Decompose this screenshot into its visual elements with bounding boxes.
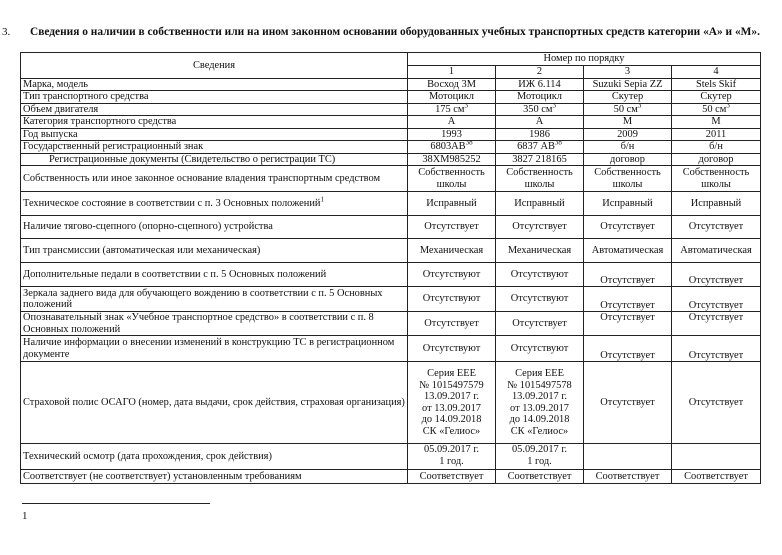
- table-row: [21, 216, 761, 239]
- table-cell: Собственность школы: [672, 166, 761, 192]
- table-cell: Отсутствует: [672, 263, 761, 287]
- table-cell: М: [584, 116, 672, 129]
- table-cell: Отсутствует: [496, 312, 584, 336]
- table-row: [21, 153, 761, 166]
- table-cell: Скутер: [672, 91, 761, 104]
- superscript: 3: [552, 103, 556, 110]
- table-cell: А: [408, 116, 496, 129]
- cell-line: 05.09.2017 г.: [423, 444, 480, 455]
- table-cell: Автоматическая: [584, 239, 672, 263]
- table-cell: Соответствует: [584, 470, 672, 484]
- table-row: [21, 362, 761, 444]
- row-label: Марка, модель: [21, 78, 408, 91]
- table-cell: ИЖ 6.114: [496, 78, 584, 91]
- table-cell: Автоматическая: [672, 239, 761, 263]
- table-cell: 1993: [408, 128, 496, 141]
- table-cell: Механическая: [496, 239, 584, 263]
- table-cell: Собственность школы: [496, 166, 584, 192]
- row-label: Государственный регистрационный знак: [21, 141, 408, 154]
- table-row: [21, 312, 761, 336]
- row-label: Опознавательный знак «Учебное транспортное средство» в соответствии с п. 8 Основных положений: [21, 312, 408, 336]
- table-cell: Мотоцикл: [496, 91, 584, 104]
- superscript: 3: [464, 103, 468, 110]
- header-group: Номер по порядку: [408, 53, 761, 66]
- column-number: 2: [496, 65, 584, 78]
- table-cell: 3827 218165: [496, 153, 584, 166]
- table-cell: 6837 АВ$^{38}$: [496, 141, 584, 154]
- table-cell: Мотоцикл: [408, 91, 496, 104]
- table-cell: [408, 362, 496, 444]
- row-label: Тип трансмиссии (автоматическая или механическая): [21, 239, 408, 263]
- column-number: 4: [672, 65, 761, 78]
- cell-line: 1 год.: [439, 455, 464, 467]
- row-label: Наличие тягово-сцепного (опорно-сцепного) устройства: [21, 216, 408, 239]
- cell-line: до 14.09.2018: [421, 414, 482, 425]
- table-cell: договор: [672, 153, 761, 166]
- table-row: [21, 444, 761, 470]
- table-cell: Отсутствует: [672, 362, 761, 444]
- cell-line: № 1015497579: [419, 379, 484, 391]
- cell-line: от 13.09.2017: [510, 402, 569, 414]
- table-cell: Исправный: [672, 192, 761, 216]
- cell-line: СК «Гелиос»: [422, 425, 481, 437]
- footnote-divider: [22, 503, 210, 504]
- table-cell: 2009: [584, 128, 672, 141]
- table-cell: Stels Skif: [672, 78, 761, 91]
- table-cell: 50 $см^3$: [584, 103, 672, 116]
- table-cell: 2011: [672, 128, 761, 141]
- table-cell: Отсутствует: [672, 336, 761, 362]
- table-cell: Соответствует: [496, 470, 584, 484]
- table-cell: Отсутствуют: [408, 336, 496, 362]
- table-row: [21, 116, 761, 129]
- row-label: Тип транспортного средства: [21, 91, 408, 104]
- table-cell: договор: [584, 153, 672, 166]
- table-row: [21, 128, 761, 141]
- table-cell: 50 $см^3$: [672, 103, 761, 116]
- row-label: Технический осмотр (дата прохождения, срок действия): [21, 444, 408, 470]
- table-cell: Отсутствуют: [496, 287, 584, 312]
- table-cell: Механическая: [408, 239, 496, 263]
- table-cell: Отсутствуют: [496, 263, 584, 287]
- table-row: [21, 103, 761, 116]
- column-number: 1: [408, 65, 496, 78]
- column-number: 3: [584, 65, 672, 78]
- row-label: Наличие информации о внесении изменений в конструкцию ТС в регистрационном документе: [21, 336, 408, 362]
- row-label: Соответствует (не соответствует) установленным требованиям: [21, 470, 408, 484]
- table-cell: б/н: [584, 141, 672, 154]
- table-cell: А: [496, 116, 584, 129]
- table-cell: Исправный: [584, 192, 672, 216]
- cell-line: 1 год.: [527, 455, 552, 467]
- row-label: Страховой полис ОСАГО (номер, дата выдачи, срок действия, страховая организация): [21, 362, 408, 444]
- table-cell: Соответствует: [408, 470, 496, 484]
- cell-line: Серия ЕЕЕ: [427, 368, 476, 379]
- table-row: [21, 192, 761, 216]
- table-cell: [496, 362, 584, 444]
- table-cell: Скутер: [584, 91, 672, 104]
- row-label: Категория транспортного средства: [21, 116, 408, 129]
- table-cell: Отсутствует: [408, 312, 496, 336]
- row-label: Объем двигателя: [21, 103, 408, 116]
- table-cell: Соответствует: [672, 470, 761, 484]
- table-cell: Отсутствует: [496, 216, 584, 239]
- header-label: Сведения: [21, 53, 408, 79]
- table-row: [21, 287, 761, 312]
- row-label: Год выпуска: [21, 128, 408, 141]
- table-cell: М: [672, 116, 761, 129]
- footnote-marker: 1: [22, 510, 28, 522]
- row-label: Дополнительные педали в соответствии с п. 5 Основных положений: [21, 263, 408, 287]
- table-cell: Собственность школы: [584, 166, 672, 192]
- table-cell: Отсутствует: [672, 216, 761, 239]
- table-cell: Исправный: [408, 192, 496, 216]
- table-cell: Отсутствуют: [496, 336, 584, 362]
- cell-line: от 13.09.2017: [422, 402, 481, 414]
- superscript: 3: [637, 103, 642, 110]
- cell-line: 13.09.2017 г.: [423, 391, 480, 402]
- table-cell: Отсутствуют: [408, 287, 496, 312]
- superscript: 38: [554, 140, 562, 147]
- row-label: Собственность или иное законное основание владения транспортным средством: [21, 166, 408, 192]
- superscript: 38: [465, 140, 473, 147]
- table-cell: Отсутствует: [584, 287, 672, 312]
- cell-line: 05.09.2017 г.: [511, 444, 568, 455]
- table-cell: 38ХМ985252: [408, 153, 496, 166]
- row-label: Регистрационные документы (Свидетельство о регистрации ТС): [21, 153, 408, 166]
- table-cell: [584, 444, 672, 470]
- table-row: [21, 470, 761, 484]
- footnote-ref: 1: [320, 195, 324, 204]
- table-cell: Отсутствует: [408, 216, 496, 239]
- table-cell: Отсутствуют: [408, 263, 496, 287]
- superscript: 3: [726, 103, 730, 110]
- table-cell: Отсутствует: [584, 263, 672, 287]
- cell-line: Серия ЕЕЕ: [515, 368, 564, 379]
- vehicles-table: [20, 52, 761, 484]
- table-cell: Собственность школы: [408, 166, 496, 192]
- table-cell: Отсутствует: [672, 287, 761, 312]
- table-cell: Отсутствует: [584, 362, 672, 444]
- table-cell: 350 $см^3$: [496, 103, 584, 116]
- table-cell: [408, 444, 496, 470]
- table-row: [21, 141, 761, 154]
- table-cell: [496, 444, 584, 470]
- cell-line: № 1015497578: [507, 379, 572, 391]
- table-cell: 1986: [496, 128, 584, 141]
- table-cell: [672, 444, 761, 470]
- table-cell: Восход 3М: [408, 78, 496, 91]
- row-label: Техническое состояние в соответствии с п. 3 Основных положений$^1$: [21, 192, 408, 216]
- table-cell: б/н: [672, 141, 761, 154]
- table-row: [21, 263, 761, 287]
- table-row: [21, 336, 761, 362]
- section-title: Сведения о наличии в собственности или на ином законном основании оборудованных учебных транспортных средств категории «А» и «М».: [30, 26, 760, 38]
- table-cell: Исправный: [496, 192, 584, 216]
- table-cell: 6803АВ$^{38}$: [408, 141, 496, 154]
- table-row: [21, 166, 761, 192]
- row-label: Зеркала заднего вида для обучающего вождению в соответствии с п. 5 Основных положений: [21, 287, 408, 312]
- cell-line: СК «Гелиос»: [510, 425, 569, 437]
- table-cell: Отсутствует: [584, 336, 672, 362]
- table-cell: Отсутствует: [584, 312, 672, 336]
- cell-line: 13.09.2017 г.: [511, 391, 568, 402]
- table-row: [21, 91, 761, 104]
- section-number: 3.: [2, 26, 11, 38]
- table-cell: 175 $см^3$: [408, 103, 496, 116]
- table-cell: Отсутствует: [672, 312, 761, 336]
- table-row: [21, 78, 761, 91]
- cell-line: до 14.09.2018: [509, 414, 570, 425]
- table-cell: Отсутствует: [584, 216, 672, 239]
- table-row: [21, 239, 761, 263]
- table-cell: Suzuki Sepia ZZ: [584, 78, 672, 91]
